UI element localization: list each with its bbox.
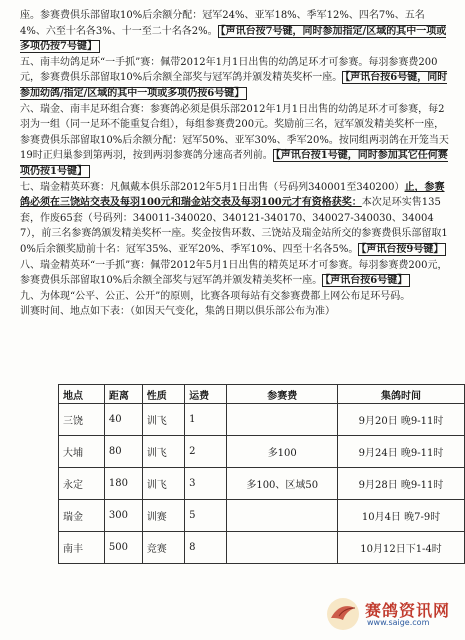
- schedule-intro-text: 训赛时间、地点如下表：（如因天气变化，集鸽日期以俱乐部公布为准）: [20, 306, 335, 318]
- cell-distance: 40: [104, 404, 142, 436]
- cell-time: 9月24日 晚9-11时: [338, 436, 465, 468]
- nanfeng-young-text: 五、南丰幼鸽足环“一手抓”赛：佩带2012年1月1日出售的幼鸽足环才可参赛。每羽参赛费200元，参赛费俱乐部留取10%后余额全部奖与冠军鸽并颁发精英奖杯一座。: [20, 56, 438, 84]
- cell-type: 训飞: [142, 436, 184, 468]
- watermark-url: www.saige.com: [367, 618, 430, 627]
- table-header: 参赛费: [227, 385, 338, 404]
- table-row: [59, 436, 465, 468]
- hotline-note: 【声讯台按7号键，同时参加指定/区域的其中一项或多项仍按7号键】: [20, 25, 447, 53]
- cell-distance: 180: [104, 468, 142, 500]
- ruijin-one-hand-text: 八、瑞金精英环“一手抓”赛：佩带2012年5月1日出售的精英足环才可参赛。每羽参赛费200元，参赛费俱乐部留取10%后余额全部奖与冠军鸽并颁发精美奖杯一座。: [20, 259, 448, 287]
- combo-race-text: 六、瑞金、南丰足环组合赛：参赛鸽必须是俱乐部2012年1月1日出售的幼鸽足环才可参赛，每2羽为一组（同一足环不能重复合组），每组参赛费200元。奖励前三名，冠军颁发精美奖杯一座，参赛费俱乐部留取10%后余额分配：冠军50%、亚军30%、季军20%。按同组两羽鸽在开笼当天19时正归巢参到第两羽，按到两羽参赛鸽分速高者列前。: [20, 103, 449, 162]
- table-row: [59, 468, 465, 500]
- cell-distance: 300: [104, 500, 142, 532]
- cell-distance: 80: [104, 436, 142, 468]
- ruijin-elite-rule: 止，参赛鸽必须在三饶站交表及每羽100元和瑞金站交表及每羽100元才有资格获奖：: [20, 181, 445, 209]
- para-prize-distribution: [20, 8, 450, 55]
- cell-round: 5: [185, 500, 227, 532]
- cell-place: 三饶: [59, 404, 105, 436]
- cell-round: 8: [185, 532, 227, 564]
- cell-type: 训飞: [142, 404, 184, 436]
- cell-round: 2: [185, 436, 227, 468]
- table-header: 距离: [104, 385, 142, 404]
- fairness-text: 九、为体现“公平、公正、公开”的原则，比赛各项每站有交参赛费都上网公布足环号码。: [20, 290, 411, 302]
- cell-fee: [227, 404, 338, 436]
- ruijin-elite-detail: 本次足环实售135套，作废65套（号码列：340011-340020、340121-340170、340027-340030、340047），前三名参赛鸽颁发精美奖杯一座。奖金按售环数、三饶站及瑞金站所交的参赛费俱乐部留取10%后余额奖励前十名：冠军35%、亚军20%、季军10%、四至十名各5%。: [20, 197, 448, 255]
- site-watermark: [325, 594, 455, 634]
- para-schedule-intro: [20, 304, 450, 320]
- cell-time: 9月20日 晚9-11时: [338, 404, 465, 436]
- hotline-note: 【声讯台按1号键，同时参加其它任何赛项仍按1号键】: [20, 150, 448, 177]
- cell-place: 南丰: [59, 532, 105, 564]
- cell-time: 10月12日下1-4时: [338, 532, 465, 564]
- cell-round: 1: [185, 404, 227, 436]
- cell-fee: [227, 532, 338, 564]
- watermark-site-name: 赛鸽资讯网: [365, 601, 451, 620]
- cell-type: 训赛: [142, 500, 184, 532]
- document-page: [20, 8, 450, 320]
- table-header: 地点: [59, 385, 105, 404]
- cell-time: 10月4日 晚7-9时: [338, 500, 465, 532]
- para-combo-race: [20, 102, 450, 180]
- cell-round: 3: [185, 468, 227, 500]
- cell-fee: 多100、区域50: [227, 468, 338, 500]
- hotline-note: 【声讯台按6号键，同时参加幼鸽/指定/区域的其中一项或多项仍按6号键】: [20, 72, 448, 99]
- para-fairness: [20, 289, 450, 305]
- cell-distance: 500: [104, 532, 142, 564]
- cell-place: 大埔: [59, 436, 105, 468]
- ruijin-elite-text: 七、瑞金精英环赛：凡佩戴本俱乐部2012年5月1日出售（号码列340001至340200）: [20, 181, 405, 193]
- table-header-row: [59, 385, 465, 404]
- table-header: 性质: [142, 385, 184, 404]
- table-header: 集鸽时间: [338, 385, 465, 404]
- prize-text: 座。参赛费俱乐部留取10%后余额分配：冠军24%、亚军18%、季军12%、四名7%、五名4%、六至十名各3%、十一至二十名各2%。: [20, 10, 425, 37]
- cell-fee: 多100: [227, 436, 338, 468]
- cell-type: 训飞: [142, 468, 184, 500]
- para-ruijin-one-hand: [20, 258, 450, 289]
- cell-place: 永定: [59, 468, 105, 500]
- table-header: 运费: [185, 385, 227, 404]
- hotline-note: 【声讯台按6号键】: [322, 274, 410, 287]
- para-nanfeng-young: [20, 55, 450, 102]
- cell-time: 9月28日 晚9-11时: [338, 468, 465, 500]
- table-row: [59, 500, 465, 532]
- schedule-table: [58, 384, 465, 564]
- table-row: [59, 404, 465, 436]
- cell-fee: [227, 500, 338, 532]
- table-row: [59, 532, 465, 564]
- para-ruijin-elite: [20, 180, 450, 258]
- pigeon-logo-icon: [325, 596, 361, 632]
- cell-type: 竞赛: [142, 532, 184, 564]
- cell-place: 瑞金: [59, 500, 105, 532]
- hotline-note: 【声讯台按9号键】: [358, 243, 446, 256]
